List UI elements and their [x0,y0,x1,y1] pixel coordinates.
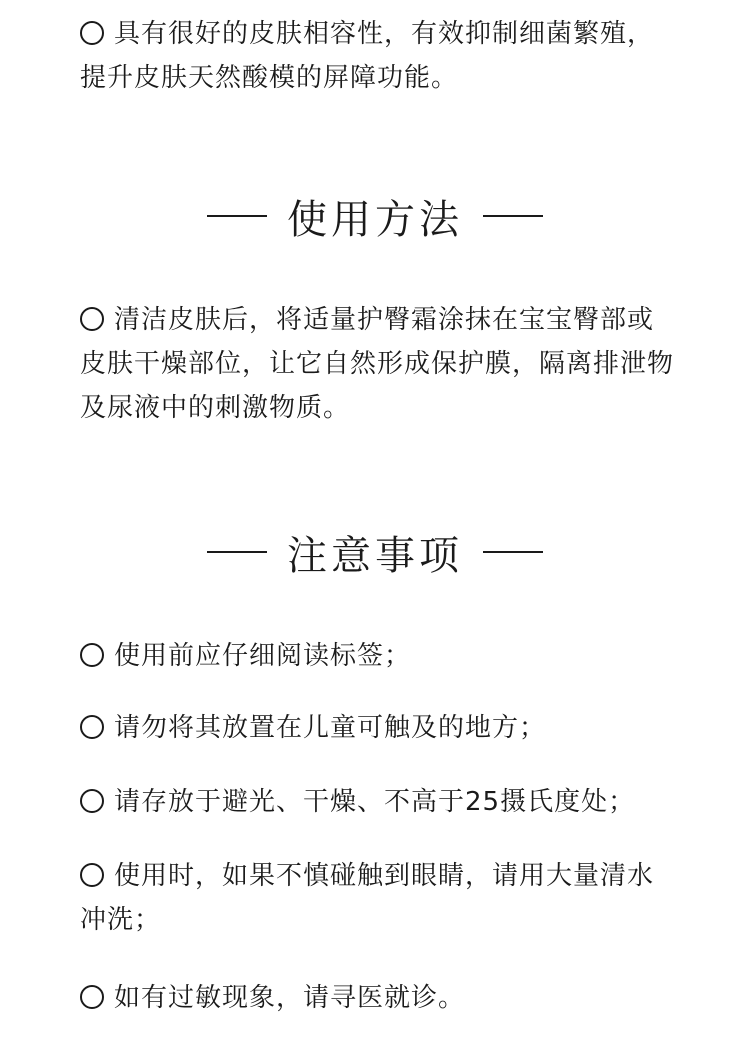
notes-item-text: 请存放于避光、干燥、不高于25摄氏度处； [114,787,636,817]
heading-dash-right [483,215,543,217]
usage-heading [0,186,750,246]
circle-bullet-icon [80,715,104,739]
usage-paragraph [80,298,680,430]
notes-item [80,706,680,750]
notes-item-text: 请勿将其放置在儿童可触及的地方； [114,713,547,743]
notes-item [80,976,680,1020]
circle-bullet-icon [80,985,104,1009]
notes-title: 注意事项 [287,532,463,579]
notes-item-text: 如有过敏现象，请寻医就诊。 [114,983,466,1013]
circle-bullet-icon [80,643,104,667]
notes-item [80,634,680,678]
notes-item [80,780,680,824]
notes-heading [0,522,750,582]
notes-item-text: 使用前应仔细阅读标签； [114,641,412,671]
heading-dash-left [207,551,267,553]
usage-title: 使用方法 [287,196,463,243]
heading-dash-right [483,551,543,553]
usage-text: 清洁皮肤后，将适量护臀霜涂抹在宝宝臀部或皮肤干燥部位，让它自然形成保护膜，隔离排泄物及尿液中的刺激物质。 [80,305,675,423]
notes-item-text: 使用时，如果不慎碰触到眼睛，请用大量清水冲洗； [80,861,655,935]
notes-item [80,854,680,942]
circle-bullet-icon [80,789,104,813]
intro-text: 具有很好的皮肤相容性，有效抑制细菌繁殖，提升皮肤天然酸模的屏障功能。 [80,19,655,93]
circle-bullet-icon [80,21,104,45]
heading-dash-left [207,215,267,217]
intro-paragraph [80,12,680,100]
circle-bullet-icon [80,863,104,887]
circle-bullet-icon [80,307,104,331]
